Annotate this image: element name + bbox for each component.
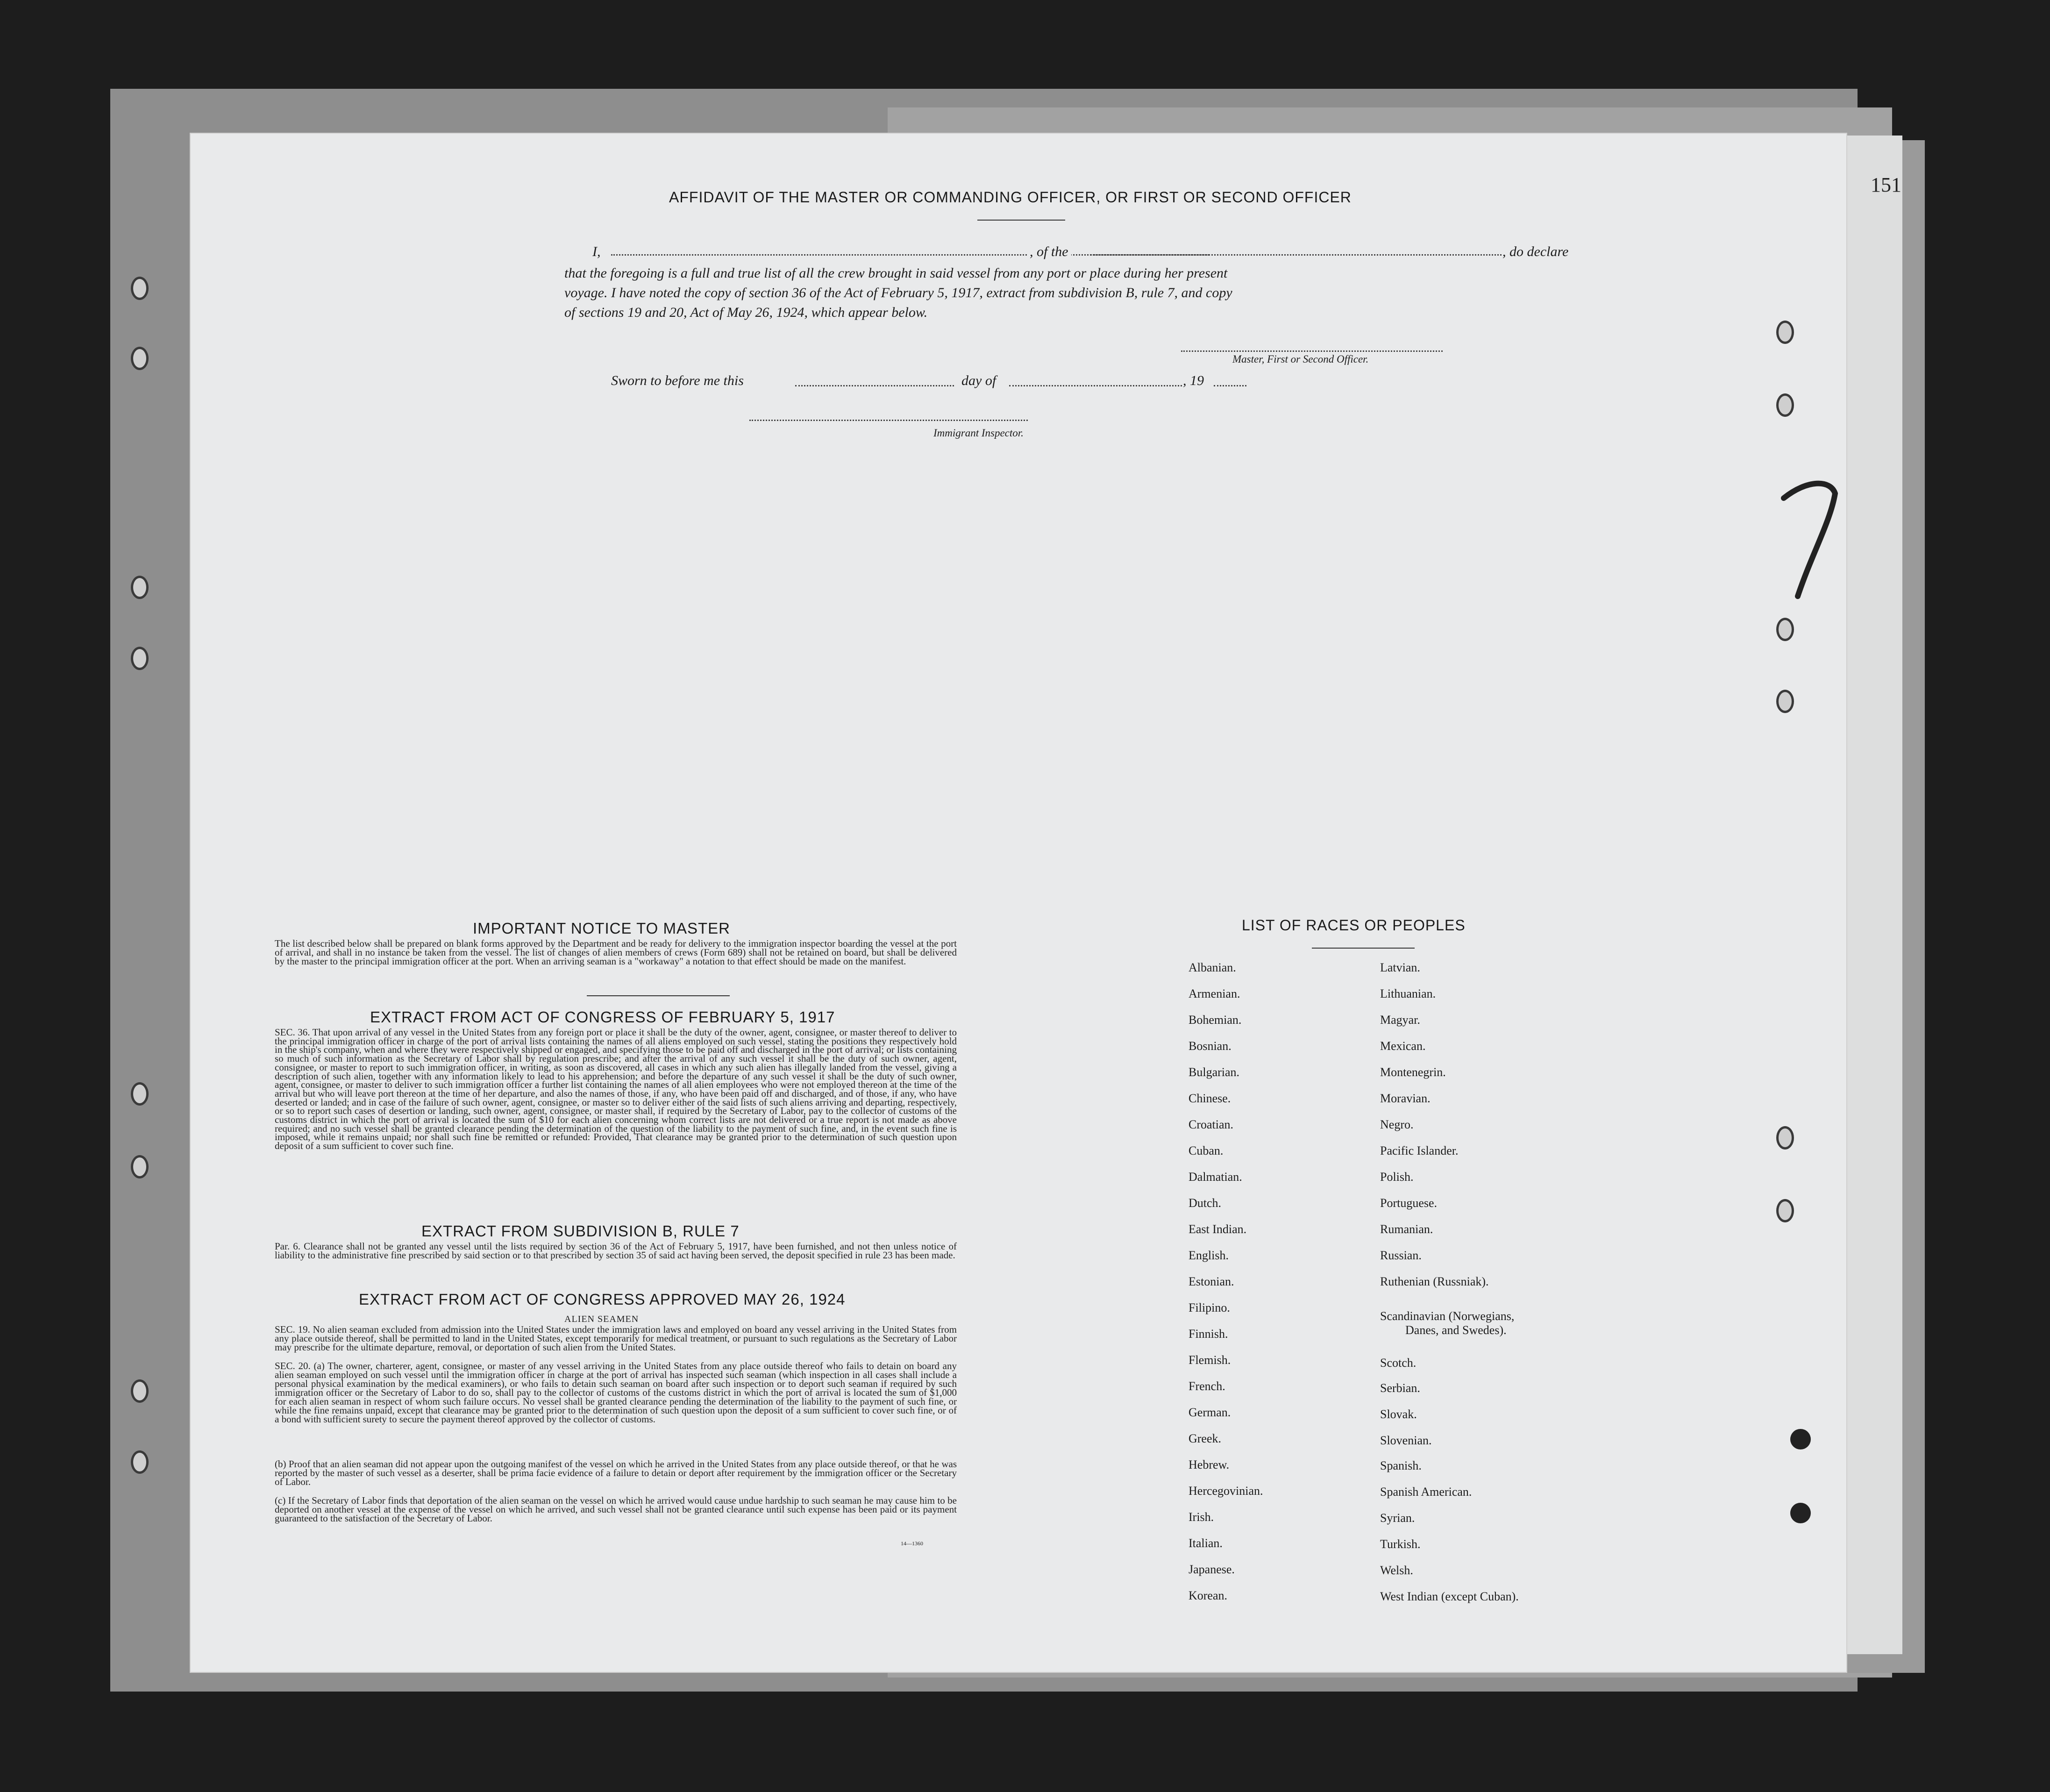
binder-hole-icon	[1776, 618, 1794, 641]
extract-rule7-text: Par. 6. Clearance shall not be granted any vessel until the lists required by section 36 of the Act of February 5, 1917, have been furnished, and not then unless notice of liability to the administrative fine prescribed by said section or to that prescribed by section 35 of said act having been served, the deposit specified in rule 23 has been made.	[275, 1241, 957, 1261]
inspector-label: Immigrant Inspector.	[933, 427, 1024, 439]
race-item: Portuguese.	[1380, 1196, 1438, 1210]
race-item: Mexican.	[1380, 1039, 1426, 1053]
race-item: Magyar.	[1380, 1013, 1420, 1027]
declaration-line: that the foregoing is a full and true list of all the crew brought in said vessel from any port or place during her present	[564, 265, 1228, 281]
race-item: Albanian.	[1189, 961, 1236, 974]
binder-hole-icon	[131, 1379, 149, 1403]
affidavit-title: AFFIDAVIT OF THE MASTER OR COMMANDING OFFICER, OR FIRST OR SECOND OFFICER	[669, 189, 1352, 206]
master-signature-label: Master, First or Second Officer.	[1232, 353, 1369, 365]
binder-hole-icon	[131, 1155, 149, 1178]
do-declare-label: , do declare	[1502, 244, 1569, 259]
binder-hole-icon	[1776, 393, 1794, 417]
race-item: Filipino.	[1189, 1301, 1230, 1314]
vessel-blank	[1090, 254, 1502, 256]
binder-hole-icon	[131, 277, 149, 300]
race-item: Flemish.	[1189, 1353, 1231, 1367]
extract-1917-text: SEC. 36. That upon arrival of any vessel in the United States from any foreign port or place it shall be the duty of the owner, agent, consignee, or master thereof to deliver to the principal immigration officer in charge of the port of arrival lists containing the names of all aliens employed on such vessel, stating the positions they respectively hold in the ship's company, when and where they were respectively shipped or engaged, and specifying those to be paid off and discharged in the port of arrival; or lists containing so much of such information as the Secretary of Labor shall by regulation prescribe; and after the arrival of any such vessel it shall be the duty of such owner, agent, consignee, or master to report to such immigration officer, in writing, as soon as discovered, all cases in which any such alien has illegally landed from the vessel, giving a description of such alien, together with any information likely to lead to his apprehension; and before the departure of any such vessel it shall be the duty of such owner, agent, consignee, or master to deliver to such immigration officer a further list containing the names of all alien employees who were not employed thereon at the time of the arrival but who will leave port thereon at the time of her departure, and also the names of those, if any, who have been paid off and discharged, and of those, if any, who have deserted or landed; and in case of the failure of such owner, agent, consignee, or master so to deliver either of the said lists of such aliens arriving and departing, respectively, or so to report such cases of desertion or landing, such owner, agent, consignee, or master shall, if required by the Secretary of Labor, pay to the collector of customs of the customs district in which the port of arrival is located the sum of $10 for each alien concerning whom correct lists are not delivered or a true report is not made as above required; and no such vessel shall be granted clearance pending the determination of the question of the liability to the payment of such fine, and, in the event such fine is imposed, while it remains unpaid; nor shall such fine be remitted or refunded: Provided, That clearance may be granted prior to the determination of such question upon deposit of a sum sufficient to cover such fine.	[275, 1027, 957, 1152]
race-item: Turkish.	[1380, 1537, 1421, 1551]
section-20a-text: SEC. 20. (a) The owner, charterer, agent, consignee, or master of any vessel arriving in the United States from any place outside thereof who fails to detain on board any alien seaman employed on such vessel until the immigration officer in charge at the port of arrival has inspected such seaman (which inspection in all cases shall include a personal physical examination by the medical examiners), or who fails to detain such seaman on board after such inspection or to deport such seaman if required by such immigration officer or the Secretary of Labor to do so, shall pay to the collector of customs of the customs district in which the port of arrival is located the sum of $1,000 for each alien seaman in respect of whom such failure occurs. No vessel shall be granted clearance pending the determination of the liability to the payment of such fine, or while the fine remains unpaid, except that clearance may be granted prior to the determination of such question upon the deposit of a sum sufficient to cover such fine, or of a bond with sufficient surety to secure the payment thereof approved by the collector of customs.	[275, 1360, 957, 1425]
race-item: Russian.	[1380, 1249, 1422, 1262]
notice-text: The list described below shall be prepared on blank forms approved by the Department and be ready for delivery to the immigration inspector boarding the vessel at the port of arrival, and shall in no instance be taken from the vessel. The list of changes of alien members of crews (Form 689) shall not be retained on board, but shall be delivered by the master to the principal immigration officer at the port. When an arriving seaman is a "workaway" a notation to that effect should be made on the manifest.	[275, 938, 957, 967]
race-item: Latvian.	[1380, 961, 1420, 974]
race-item: Armenian.	[1189, 987, 1240, 1000]
race-item: Rumanian.	[1380, 1222, 1433, 1236]
binder-hole-icon	[1790, 1503, 1811, 1523]
race-item: French.	[1189, 1379, 1225, 1393]
race-item: Bosnian.	[1189, 1039, 1231, 1053]
race-item: Slovak.	[1380, 1407, 1417, 1421]
race-item: Spanish American.	[1380, 1485, 1472, 1499]
binder-hole-icon	[1776, 1199, 1794, 1222]
race-item: Syrian.	[1380, 1511, 1415, 1525]
binder-hole-icon	[1776, 321, 1794, 344]
declaration-line: voyage. I have noted the copy of section 36 of the Act of February 5, 1917, extract from subdivision B, rule 7, and copy	[564, 285, 1232, 300]
race-item: Japanese.	[1189, 1563, 1235, 1576]
race-item: Estonian.	[1189, 1275, 1234, 1288]
binder-hole-icon	[131, 1450, 149, 1474]
year-label: , 19	[1183, 373, 1204, 388]
races-divider	[1312, 948, 1415, 949]
race-item: Italian.	[1189, 1536, 1223, 1550]
section-20b-text: (b) Proof that an alien seaman did not appear upon the outgoing manifest of the vessel on which he arrived in the United States from any place outside thereof, or that he was reported by the master of such vessel as a deserter, shall be prima facie evidence of a failure to detain or deport after requirement by the immigration officer or the Secretary of Labor.	[275, 1458, 957, 1487]
races-title: LIST OF RACES OR PEOPLES	[1242, 917, 1466, 934]
extract-1917-title: EXTRACT FROM ACT OF CONGRESS OF FEBRUARY 5, 1917	[370, 1008, 835, 1026]
form-code: 14—1360	[901, 1540, 923, 1547]
form-page	[191, 134, 1846, 1672]
race-item: West Indian (except Cuban).	[1380, 1590, 1519, 1603]
extract-1924-title: EXTRACT FROM ACT OF CONGRESS APPROVED MAY 26, 1924	[359, 1291, 846, 1308]
race-item: Lithuanian.	[1380, 987, 1436, 1000]
handwritten-mark-icon	[1779, 461, 1840, 601]
race-item: German.	[1189, 1406, 1231, 1419]
race-item: Danes, and Swedes).	[1405, 1323, 1507, 1337]
race-item: Chinese.	[1189, 1092, 1231, 1105]
binder-hole-icon	[1776, 1126, 1794, 1149]
inspector-signature-blank	[749, 420, 1028, 421]
race-item: Welsh.	[1380, 1564, 1413, 1577]
alien-seamen-subtitle: ALIEN SEAMEN	[564, 1314, 639, 1324]
race-item: Slovenian.	[1380, 1434, 1432, 1447]
race-item: Dutch.	[1189, 1196, 1222, 1210]
declaration-i: I,	[592, 244, 601, 259]
binder-hole-icon	[1790, 1429, 1811, 1449]
race-item: Dalmatian.	[1189, 1170, 1242, 1184]
binder-hole-icon	[131, 647, 149, 670]
page-number: 151	[1871, 173, 1901, 196]
sworn-year-blank	[1214, 385, 1246, 386]
race-item: Greek.	[1189, 1432, 1222, 1445]
sworn-label: Sworn to before me this	[611, 373, 744, 388]
master-signature-blank	[1181, 350, 1443, 352]
declaration-line: of sections 19 and 20, Act of May 26, 1924, which appear below.	[564, 305, 928, 320]
sworn-month-blank	[1009, 385, 1182, 386]
race-item: English.	[1189, 1249, 1229, 1262]
race-item: Polish.	[1380, 1170, 1414, 1184]
race-item: Bulgarian.	[1189, 1065, 1240, 1079]
race-item: Pacific Islander.	[1380, 1144, 1459, 1157]
extract-rule7-title: EXTRACT FROM SUBDIVISION B, RULE 7	[421, 1222, 740, 1240]
race-item: Hebrew.	[1189, 1458, 1230, 1471]
sworn-day-blank	[795, 385, 954, 386]
section-divider	[587, 995, 730, 996]
race-item: Spanish.	[1380, 1459, 1422, 1472]
race-item: Irish.	[1189, 1510, 1214, 1524]
race-item: East Indian.	[1189, 1222, 1247, 1236]
race-item: Scandinavian (Norwegians,	[1380, 1309, 1515, 1323]
of-the-label: , of the	[1027, 244, 1071, 260]
binder-hole-icon	[131, 1082, 149, 1106]
race-item: Montenegrin.	[1380, 1065, 1446, 1079]
binder-hole-icon	[1776, 690, 1794, 713]
race-item: Scotch.	[1380, 1356, 1416, 1370]
race-item: Ruthenian (Russniak).	[1380, 1275, 1489, 1288]
notice-title: IMPORTANT NOTICE TO MASTER	[473, 920, 731, 937]
title-divider	[977, 220, 1065, 221]
race-item: Moravian.	[1380, 1092, 1431, 1105]
race-item: Croatian.	[1189, 1118, 1234, 1131]
race-item: Cuban.	[1189, 1144, 1224, 1157]
section-20c-text: (c) If the Secretary of Labor finds that deportation of the alien seaman on the vessel on which he arrived would cause undue hardship to such seaman he may cause him to be deported on another vessel at the expense of the vessel on which he arrived, and such vessel shall not be granted clearance until such expense has been paid or its payment guaranteed to the satisfaction of the Secretary of Labor.	[275, 1495, 957, 1524]
section-19-text: SEC. 19. No alien seaman excluded from admission into the United States under the immigration laws and employed on board any vessel arriving in the United States from any place outside thereof, shall be permitted to land in the United States, except temporarily for medical treatment, or pursuant to such regulations as the Secretary of Labor may prescribe for the ultimate departure, removal, or deportation of such alien from the United States.	[275, 1324, 957, 1353]
page-edge	[1846, 136, 1902, 1654]
race-item: Korean.	[1189, 1589, 1228, 1602]
race-item: Finnish.	[1189, 1327, 1228, 1341]
day-of-label: day of	[961, 373, 997, 388]
race-item: Hercegovinian.	[1189, 1484, 1263, 1498]
race-item: Negro.	[1380, 1118, 1414, 1131]
binder-hole-icon	[131, 576, 149, 599]
binder-hole-icon	[131, 347, 149, 370]
race-item: Serbian.	[1380, 1381, 1420, 1395]
race-item: Bohemian.	[1189, 1013, 1242, 1027]
